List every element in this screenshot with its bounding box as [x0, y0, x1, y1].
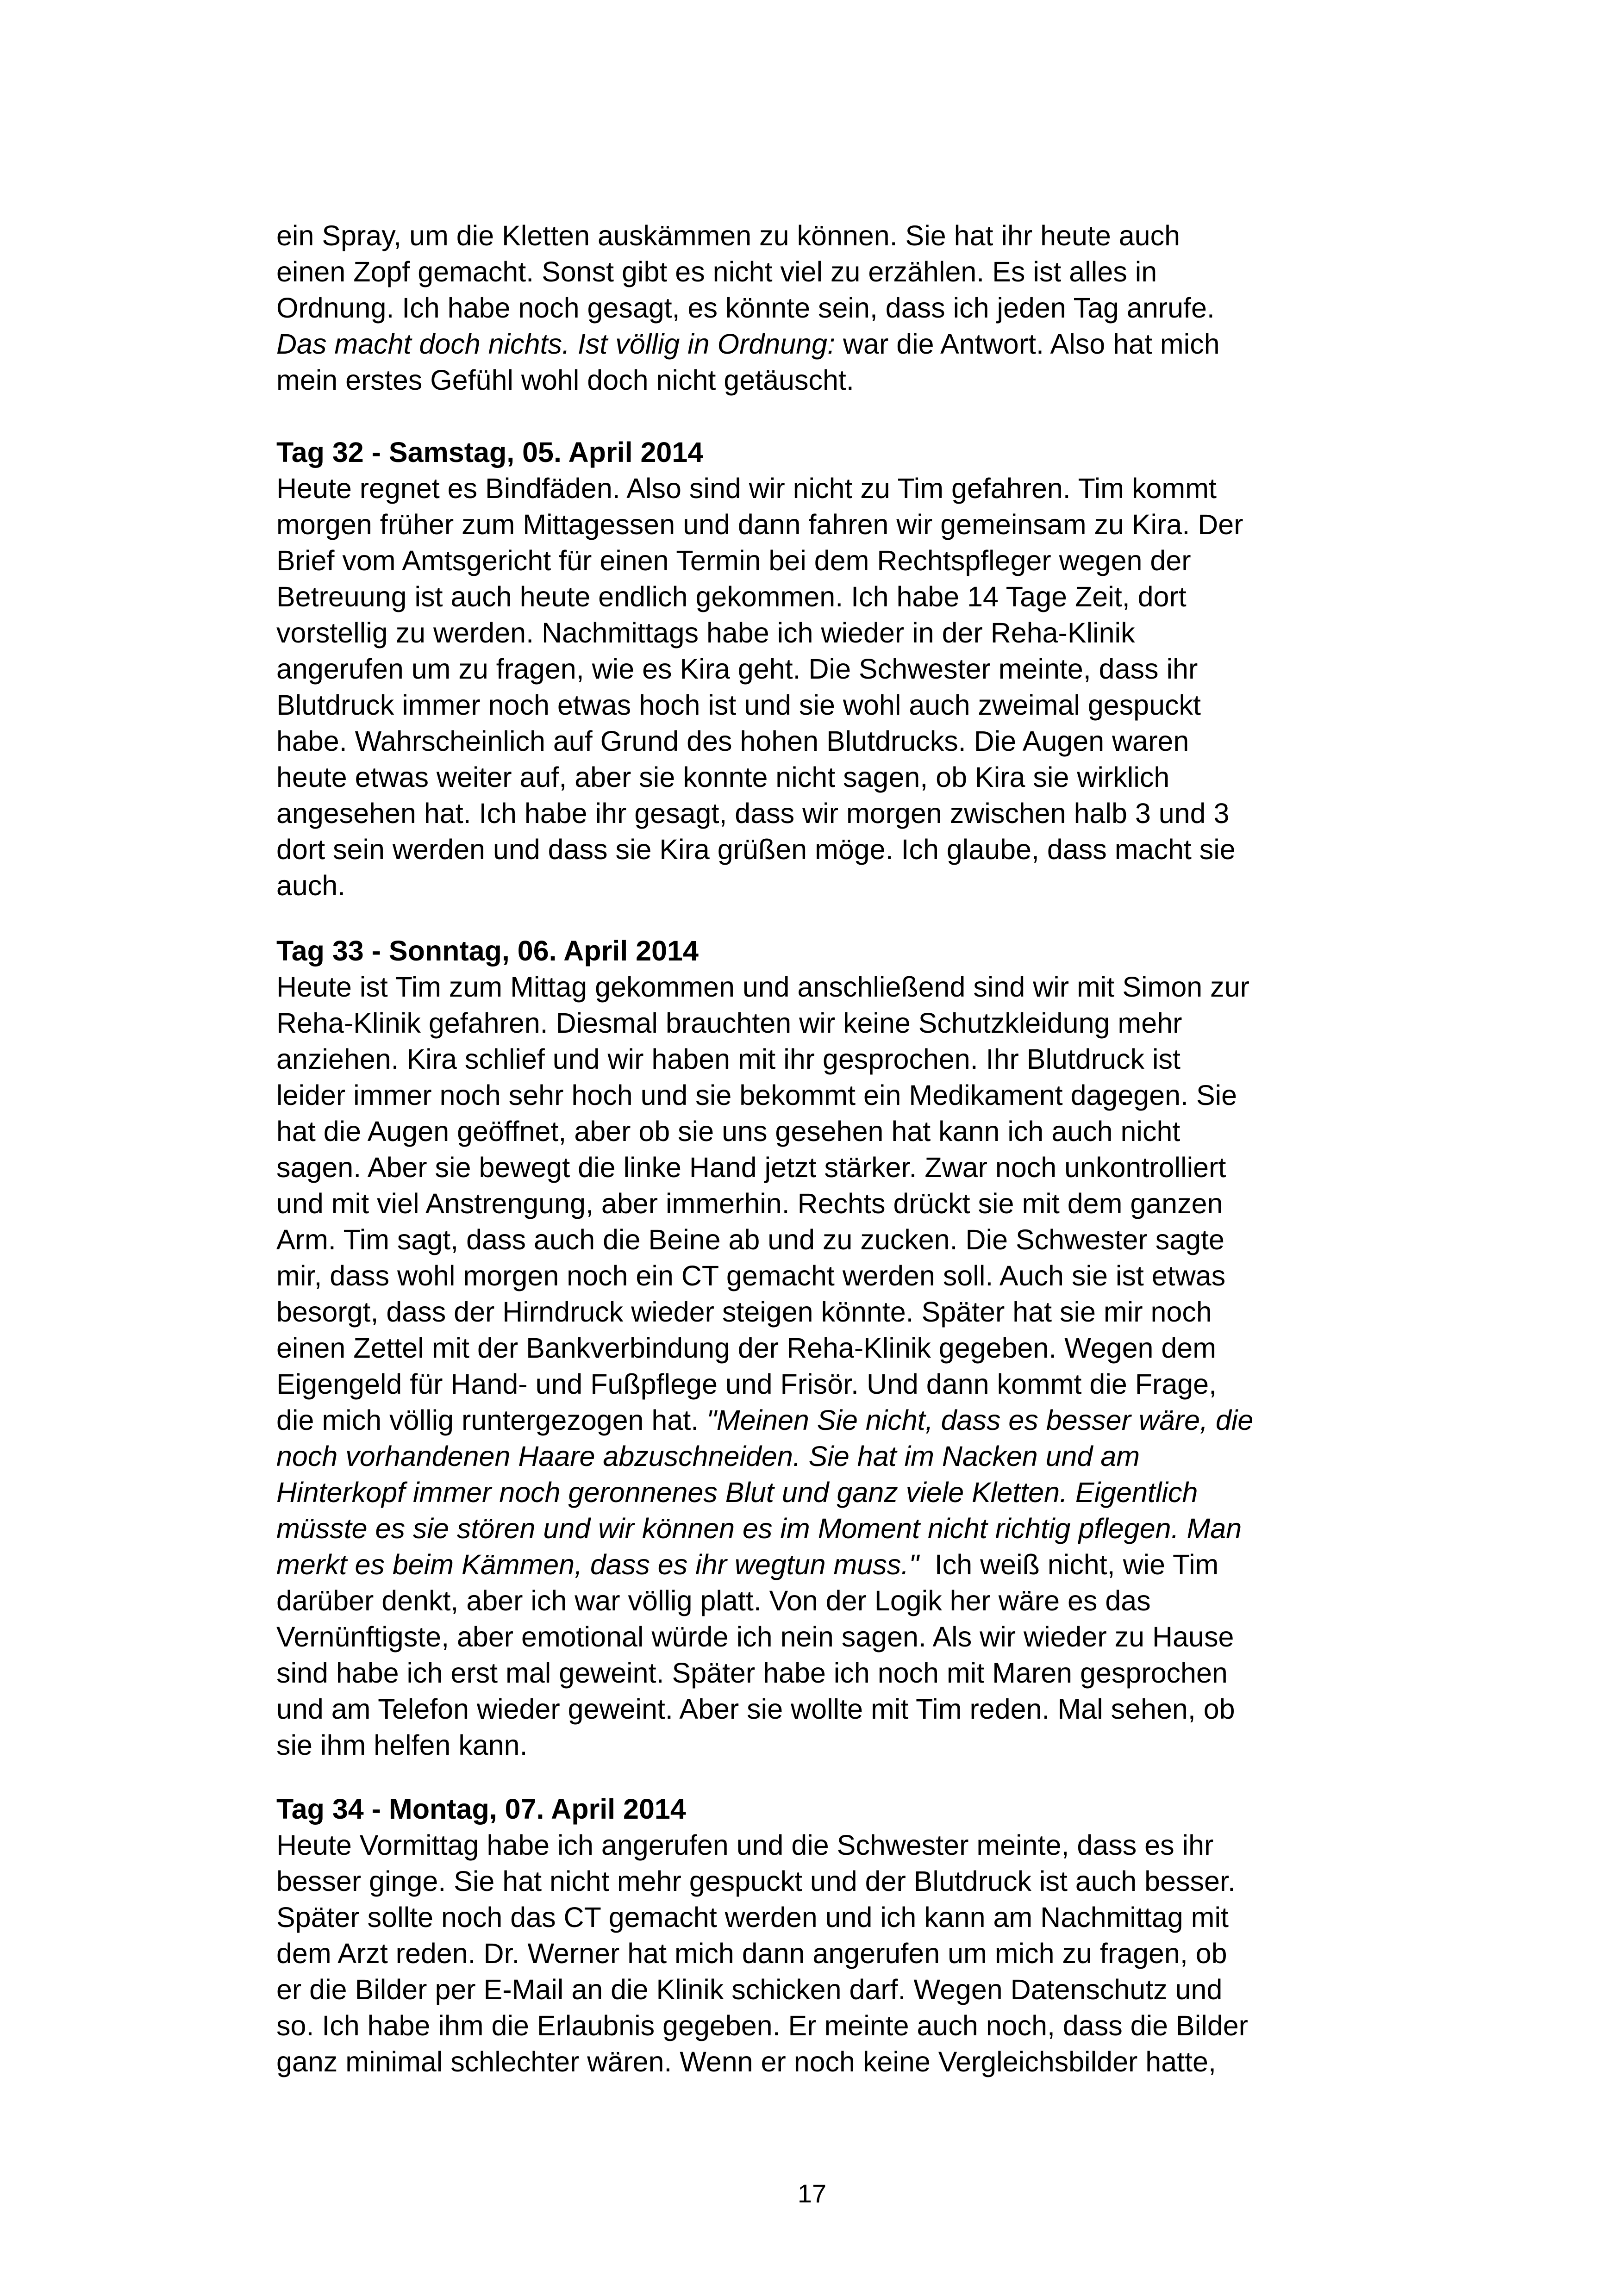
entry-heading: Tag 33 - Sonntag, 06. April 2014 — [276, 935, 699, 967]
text-line: morgen früher zum Mittagessen und dann fahren wir gemeinsam zu Kira. Der — [276, 509, 1243, 540]
text-line: auch. — [276, 870, 346, 901]
text-line: vorstellig zu werden. Nachmittags habe ich wieder in der Reha-Klinik — [276, 617, 1135, 649]
italic-quote-line: noch vorhandenen Haare abzuschneiden. Sie hat im Nacken und am — [276, 1441, 1140, 1472]
intro-paragraph — [276, 218, 1369, 398]
text-line: Eigengeld für Hand- und Fußpflege und Frisör. Und dann kommt die Frage, — [276, 1368, 1217, 1400]
text-line: ganz minimal schlechter wären. Wenn er noch keine Vergleichsbilder hatte, — [276, 2046, 1216, 2077]
italic-quote: merkt es beim Kämmen, dass es ihr wegtun muss." — [276, 1549, 919, 1580]
entry-heading: Tag 34 - Montag, 07. April 2014 — [276, 1793, 686, 1825]
entry-heading: Tag 32 - Samstag, 05. April 2014 — [276, 437, 704, 468]
text-line: einen Zettel mit der Bankverbindung der Reha-Klinik gegeben. Wegen dem — [276, 1332, 1217, 1364]
text-line-mixed — [276, 1547, 1369, 1583]
italic-quote-line: müsste es sie stören und wir können es im Moment nicht richtig pflegen. Man — [276, 1513, 1242, 1544]
text-line: leider immer noch sehr hoch und sie bekommt ein Medikament dagegen. Sie — [276, 1079, 1237, 1111]
text-fragment: die mich völlig runtergezogen hat. — [276, 1404, 707, 1436]
text-line: Heute ist Tim zum Mittag gekommen und anschließend sind wir mit Simon zur — [276, 971, 1249, 1003]
text-line-mixed — [276, 1402, 1369, 1438]
text-line: habe. Wahrscheinlich auf Grund des hohen Blutdrucks. Die Augen waren — [276, 725, 1189, 757]
text-line: so. Ich habe ihm die Erlaubnis gegeben. Er meinte auch noch, dass die Bilder — [276, 2010, 1248, 2041]
text-line: besser ginge. Sie hat nicht mehr gespuckt und der Blutdruck ist auch besser. — [276, 1865, 1236, 1897]
text-line: Heute Vormittag habe ich angerufen und die Schwester meinte, dass es ihr — [276, 1829, 1214, 1861]
text-line: Heute regnet es Bindfäden. Also sind wir nicht zu Tim gefahren. Tim kommt — [276, 473, 1217, 504]
text-line: darüber denkt, aber ich war völlig platt. Von der Logik her wäre es das — [276, 1585, 1151, 1616]
text-line: Arm. Tim sagt, dass auch die Beine ab und zu zucken. Die Schwester sagte — [276, 1224, 1224, 1255]
text-fragment: war die Antwort. Also hat mich — [835, 328, 1220, 360]
entry-body — [276, 1827, 1369, 2080]
text-line: sie ihm helfen kann. — [276, 1729, 528, 1761]
text-line: anziehen. Kira schlief und wir haben mit ihr gesprochen. Ihr Blutdruck ist — [276, 1043, 1181, 1075]
text-line: er die Bilder per E-Mail an die Klinik schicken darf. Wegen Datenschutz und — [276, 1974, 1223, 2005]
text-line: und am Telefon wieder geweint. Aber sie wollte mit Tim reden. Mal sehen, ob — [276, 1693, 1235, 1725]
text-line: besorgt, dass der Hirndruck wieder steigen könnte. Später hat sie mir noch — [276, 1296, 1212, 1328]
text-line: und mit viel Anstrengung, aber immerhin. Rechts drückt sie mit dem ganzen — [276, 1188, 1223, 1219]
text-line: heute etwas weiter auf, aber sie konnte nicht sagen, ob Kira sie wirklich — [276, 761, 1170, 793]
page-number: 17 — [797, 2179, 827, 2208]
text-line: mir, dass wohl morgen noch ein CT gemacht werden soll. Auch sie ist etwas — [276, 1260, 1226, 1291]
text-line: dort sein werden und dass sie Kira grüßen möge. Ich glaube, dass macht sie — [276, 834, 1236, 865]
text-line: hat die Augen geöffnet, aber ob sie uns gesehen hat kann ich auch nicht — [276, 1116, 1181, 1147]
text-line: dem Arzt reden. Dr. Werner hat mich dann angerufen um mich zu fragen, ob — [276, 1938, 1227, 1969]
text-line: sagen. Aber sie bewegt die linke Hand jetzt stärker. Zwar noch unkontrolliert — [276, 1152, 1226, 1183]
text-line: angerufen um zu fragen, wie es Kira geht. Die Schwester meinte, dass ihr — [276, 653, 1198, 685]
italic-quote: Das macht doch nichts. Ist völlig in Ordnung: — [276, 328, 836, 360]
italic-quote-line: Hinterkopf immer noch geronnenes Blut und ganz viele Kletten. Eigentlich — [276, 1477, 1198, 1508]
text-line-mixed — [276, 326, 1369, 362]
text-line: einen Zopf gemacht. Sonst gibt es nicht viel zu erzählen. Es ist alles in — [276, 256, 1157, 287]
text-line: mein erstes Gefühl wohl doch nicht getäuscht. — [276, 364, 854, 396]
text-line: Später sollte noch das CT gemacht werden und ich kann am Nachmittag mit — [276, 1902, 1229, 1933]
text-line: ein Spray, um die Kletten auskämmen zu können. Sie hat ihr heute auch — [276, 220, 1181, 251]
text-line: angesehen hat. Ich habe ihr gesagt, dass wir morgen zwischen halb 3 und 3 — [276, 798, 1230, 829]
text-line: Ordnung. Ich habe noch gesagt, es könnte sein, dass ich jeden Tag anrufe. — [276, 292, 1215, 324]
text-line: Reha-Klinik gefahren. Diesmal brauchten wir keine Schutzkleidung mehr — [276, 1007, 1182, 1039]
text-fragment: Ich weiß nicht, wie Tim — [918, 1549, 1219, 1580]
entry-body — [276, 470, 1369, 904]
italic-quote: "Meinen Sie nicht, dass es besser wäre, die — [706, 1404, 1254, 1436]
text-line: Blutdruck immer noch etwas hoch ist und sie wohl auch zweimal gespuckt — [276, 689, 1201, 721]
entry-body — [276, 969, 1369, 1763]
text-line: Brief vom Amtsgericht für einen Termin bei dem Rechtspfleger wegen der — [276, 545, 1191, 576]
text-line: Vernünftigste, aber emotional würde ich nein sagen. Als wir wieder zu Hause — [276, 1621, 1234, 1653]
text-line: Betreuung ist auch heute endlich gekommen. Ich habe 14 Tage Zeit, dort — [276, 581, 1187, 612]
text-line: sind habe ich erst mal geweint. Später habe ich noch mit Maren gesprochen — [276, 1657, 1228, 1689]
